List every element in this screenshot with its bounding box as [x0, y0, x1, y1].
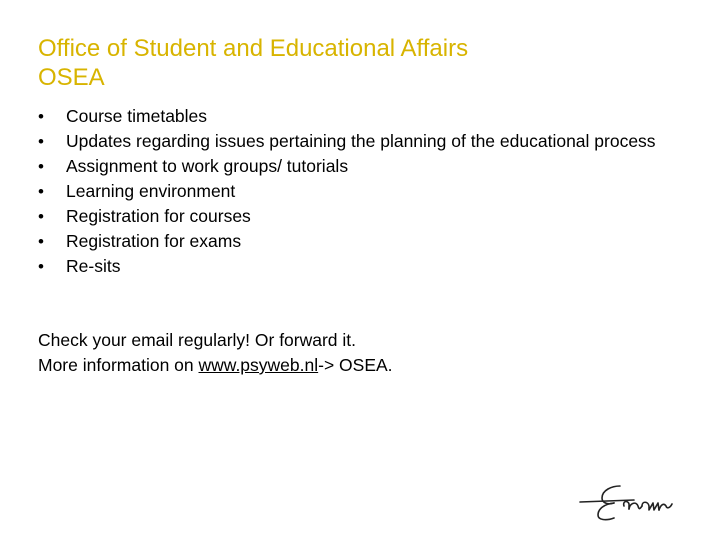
bullet-icon: • [38, 157, 44, 176]
list-item-text: Course timetables [66, 106, 208, 126]
list-item-text: Registration for exams [66, 231, 242, 251]
more-info-line [38, 353, 678, 378]
psyweb-link[interactable]: www.psyweb.nl [198, 355, 319, 375]
bullet-icon: • [38, 107, 44, 126]
title-line-2: OSEA [38, 64, 105, 91]
email-reminder: Check your email regularly! Or forward it. [38, 330, 357, 350]
bullet-icon: • [38, 232, 44, 251]
bullet-icon: • [38, 207, 44, 226]
list-item-text: Assignment to work groups/ tutorials [66, 156, 349, 176]
bullet-list [38, 104, 678, 279]
list-item [38, 179, 678, 204]
list-item-text: Learning environment [66, 181, 236, 201]
page-title [38, 34, 678, 92]
list-item [38, 229, 678, 254]
bullet-icon: • [38, 182, 44, 201]
list-item-text: Updates regarding issues pertaining the planning of the educational process [66, 131, 656, 151]
list-item-text: Re-sits [66, 256, 121, 276]
list-item [38, 104, 678, 129]
list-item [38, 204, 678, 229]
bullet-icon: • [38, 132, 44, 151]
footer-text [38, 328, 678, 378]
list-item [38, 154, 678, 179]
list-item-text: Registration for courses [66, 206, 251, 226]
more-info-prefix: More information on [38, 355, 199, 375]
list-item [38, 129, 678, 154]
bullet-icon: • [38, 257, 44, 276]
more-info-suffix: -> OSEA. [318, 355, 393, 375]
erasmus-logo-icon [574, 476, 686, 524]
title-line-1: Office of Student and Educational Affairs [38, 35, 469, 62]
list-item [38, 254, 678, 279]
